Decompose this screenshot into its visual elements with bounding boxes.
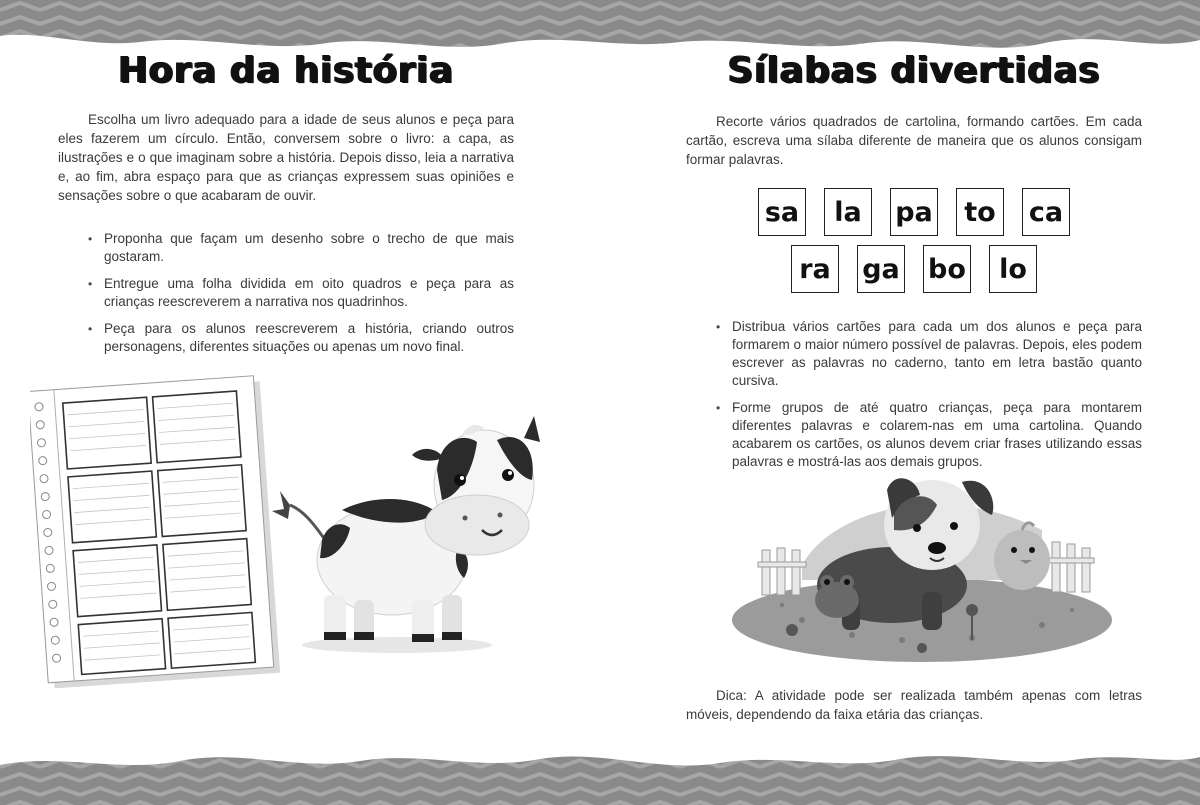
- notebook-illustration: [30, 375, 280, 690]
- top-chevron-band: [0, 0, 1200, 56]
- syllable-card: sa: [758, 188, 806, 236]
- syllable-card: to: [956, 188, 1004, 236]
- tip-paragraph: Dica: A atividade pode ser realizada também apenas com letras móveis, dependendo da faixa etária das crianças.: [686, 688, 1142, 722]
- syllable-card: ga: [857, 245, 905, 293]
- syllable-card: bo: [923, 245, 971, 293]
- syllable-card: la: [824, 188, 872, 236]
- syllable-card: ra: [791, 245, 839, 293]
- bottom-chevron-band: [0, 743, 1200, 805]
- right-intro-paragraph: Recorte vários quadrados de cartolina, formando cartões. Em cada cartão, escreva uma sílaba diferente de maneira que os alunos consigam formar palavras.: [686, 114, 1142, 167]
- left-intro-paragraph: Escolha um livro adequado para a idade de seus alunos e peça para eles fazerem um círculo. Então, conversem sobre o livro: a capa, as ilustrações e o que imaginam sobre a história. Depois disso, leia a narrativa e, ao fim, abra espaço para que as crianças expressem suas opiniões e sensações sobre o que acabaram de ouvir.: [58, 112, 514, 203]
- list-item: • Forme grupos de até quatro crianças, peça para montarem diferentes palavras e colarem-nas em uma cartolina. Quando acabarem os cartões, os alunos devem criar frases utilizando essas palavras e mostrá-las aos demais grupos.: [716, 399, 1142, 471]
- list-item: • Entregue uma folha dividida em oito quadros e peça para as crianças reescreverem a narrativa nos quadrinhos.: [88, 275, 514, 311]
- right-page-title: Sílabas divertidas: [727, 50, 1101, 91]
- list-item: • Distribua vários cartões para cada um dos alunos e peça para formarem o maior número possível de palavras. Depois, eles podem escrever as palavras no caderno, tanto em letra bastão quanto cursiva.: [716, 318, 1142, 390]
- left-page-title: Hora da história: [118, 50, 454, 91]
- syllable-cards-row-1: [686, 188, 1142, 236]
- syllable-card: pa: [890, 188, 938, 236]
- syllable-card: lo: [989, 245, 1037, 293]
- dog-scene-illustration: [722, 470, 1122, 670]
- list-item: • Proponha que façam um desenho sobre o trecho de que mais gostaram.: [88, 230, 514, 266]
- syllable-cards-row-2: [686, 245, 1142, 293]
- list-item: • Peça para os alunos reescreverem a história, criando outros personagens, diferentes situações ou apenas um novo final.: [88, 320, 514, 356]
- left-bullet-list: [88, 230, 514, 365]
- cow-illustration: [262, 400, 552, 660]
- syllable-card: ca: [1022, 188, 1070, 236]
- right-bullet-list: [716, 318, 1142, 480]
